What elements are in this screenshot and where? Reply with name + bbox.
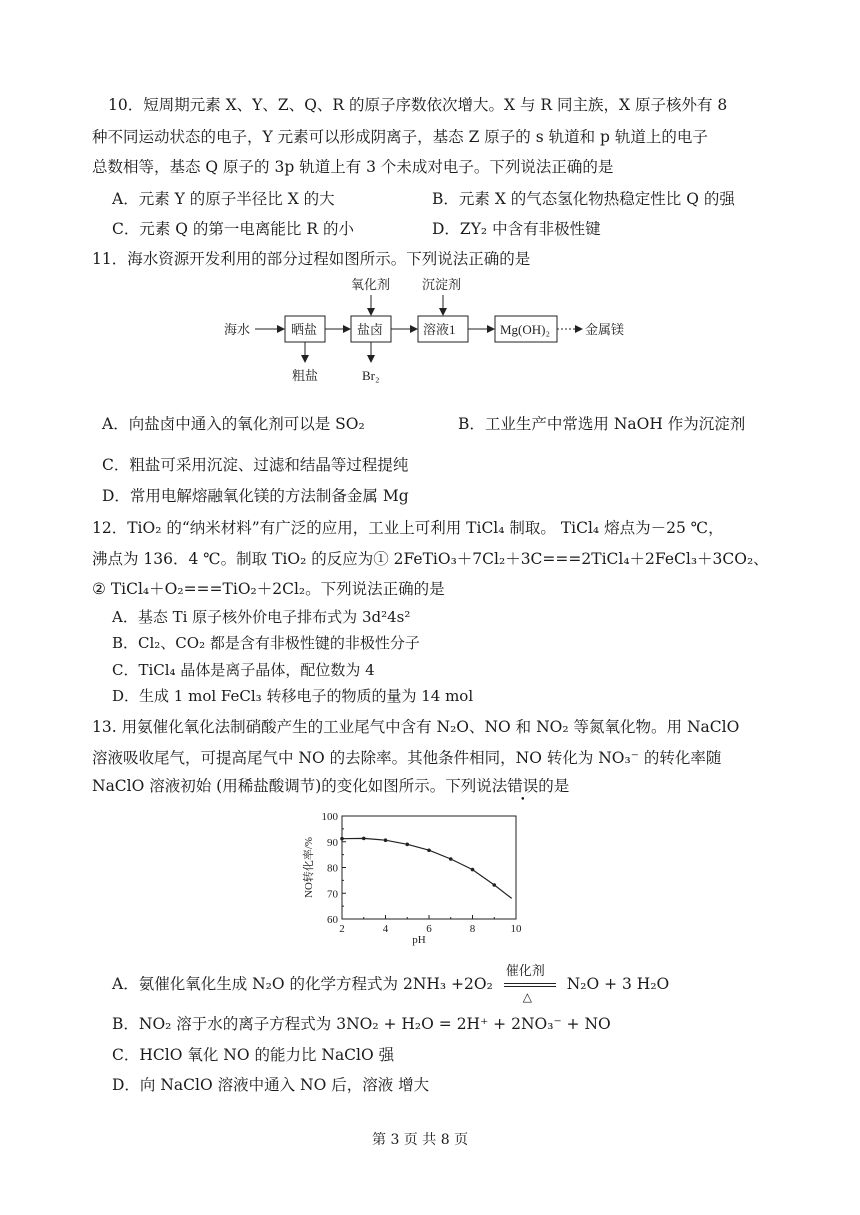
q12-stem-line-3: ② TiCl₄＋O₂===TiO₂＋2Cl₂。下列说法正确的是 — [92, 580, 445, 598]
conversion-chart — [296, 805, 536, 955]
q11-stem: 11．海水资源开发利用的部分过程如图所示。下列说法正确的是 — [92, 250, 531, 268]
box-yanlu-label: 盐卤 — [357, 322, 384, 337]
y-tick-label: 60 — [327, 914, 338, 926]
crude-salt-label: 粗盐 — [292, 368, 319, 383]
y-tick-label: 80 — [327, 862, 338, 875]
q13-option-c: C．HClO 氧化 NO 的能力比 NaClO 强 — [112, 1046, 395, 1064]
q11-option-b: B．工业生产中常选用 NaOH 作为沉淀剂 — [458, 415, 746, 433]
box-mgoh2-label: Mg(OH)₂ — [500, 322, 551, 337]
x-tick-label: 2 — [339, 923, 345, 935]
oxidant-label: 氧化剂 — [351, 277, 391, 292]
data-point — [427, 848, 431, 852]
q13-option-a-lhs: A．氨催化氧化生成 N₂O 的化学方程式为 2NH₃ +2O₂ — [112, 975, 493, 993]
q12-option-b: B．Cl₂、CO₂ 都是含有非极性键的非极性分子 — [112, 634, 420, 652]
q10-option-a: A．元素 Y 的原子半径比 X 的大 — [112, 190, 335, 208]
y-axis-label: NO转化率/% — [303, 836, 315, 899]
data-point — [449, 857, 453, 861]
flow-end-label: 金属镁 — [585, 322, 625, 337]
page-footer: 第 3 页 共 8 页 — [372, 1132, 469, 1148]
data-point — [340, 837, 344, 841]
flow-diagram — [200, 270, 660, 390]
data-point — [405, 843, 409, 847]
q13-stem-line-3-text: NaClO 溶液初始 (用稀盐酸调节)的变化如图所示。下列说法 — [92, 777, 508, 795]
data-point — [362, 837, 366, 841]
q10-stem-line-1: 10．短周期元素 X、Y、Z、Q、R 的原子序数依次增大。X 与 R 同主族，X 原子核外有 8 — [108, 96, 728, 114]
data-point — [471, 868, 475, 872]
x-tick-label: 10 — [510, 923, 522, 935]
y-tick-label: 100 — [321, 811, 338, 823]
q13-stem-line-3 — [92, 776, 569, 796]
q12-option-a: A．基态 Ti 原子核外价电子排布式为 3d²4s² — [112, 608, 411, 626]
box-shaiyan-label: 晒盐 — [291, 322, 318, 337]
x-axis-label: pH — [412, 934, 426, 946]
q12-stem-line-1: 12．TiO₂ 的“纳米材料”有广泛的应用，工业上可利用 TiCl₄ 制取。 TiCl₄ 熔点为－25 ℃， — [92, 519, 724, 537]
plot-frame — [342, 816, 516, 919]
br2-label: Br₂ — [362, 368, 380, 383]
q10-option-b: B．元素 X 的气态氢化物热稳定性比 Q 的强 — [432, 190, 735, 208]
q12-option-c: C．TiCl₄ 晶体是离子晶体，配位数为 4 — [112, 661, 375, 679]
q13-stem-tail: 的是 — [538, 777, 570, 795]
q12-option-d: D．生成 1 mol FeCl₃ 转移电子的物质的量为 14 mol — [112, 687, 474, 705]
y-tick-label: 90 — [327, 836, 338, 849]
q13-option-a — [112, 964, 670, 1004]
x-tick-label: 8 — [469, 923, 476, 935]
box-solution-1-label: 溶液1 — [423, 322, 456, 337]
q10-stem-line-2: 种不同运动状态的电子，Y 元素可以形成阴离子，基态 Z 原子的 s 轨道和 p 轨道上的电子 — [92, 128, 708, 146]
q13-option-b: B．NO₂ 溶于水的离子方程式为 3NO₂ + H₂O = 2H⁺ + 2NO₃⁻ + NO — [112, 1015, 611, 1033]
data-point — [492, 883, 496, 887]
reaction-arrow — [504, 964, 556, 1004]
q13-emphasis: 错误 — [507, 777, 539, 795]
q13-stem-line-1: 13. 用氨催化氧化法制硝酸产生的工业尾气中含有 N₂O、NO 和 NO₂ 等氮氧化物。用 NaClO — [92, 718, 740, 736]
flow-start-label: 海水 — [224, 322, 251, 337]
q10-option-c: C．元素 Q 的第一电离能比 R 的小 — [112, 220, 354, 238]
x-tick-label: 6 — [426, 923, 432, 935]
q10-option-d: D．ZY₂ 中含有非极性键 — [432, 220, 601, 238]
q11-option-d: D．常用电解熔融氧化镁的方法制备金属 Mg — [102, 487, 409, 505]
y-tick-label: 70 — [327, 888, 338, 901]
conversion-curve — [342, 838, 512, 898]
q13-stem-line-2: 溶液吸收尾气，可提高尾气中 NO 的去除率。其他条件相同，NO 转化为 NO₃⁻ 的转化率随 — [92, 749, 722, 767]
q11-option-c: C．粗盐可采用沉淀、过滤和结晶等过程提纯 — [102, 456, 409, 474]
q13-option-a-rhs: N₂O + 3 H₂O — [566, 975, 670, 993]
q10-stem-line-3: 总数相等，基态 Q 原子的 3p 轨道上有 3 个未成对电子。下列说法正确的是 — [92, 158, 614, 176]
x-tick-label: 4 — [382, 923, 389, 935]
q11-option-a: A．向盐卤中通入的氧化剂可以是 SO₂ — [102, 415, 365, 433]
catalyst-label: 催化剂 — [505, 964, 545, 979]
data-point — [384, 838, 388, 842]
precipitant-label: 沉淀剂 — [422, 277, 462, 292]
q13-option-d: D．向 NaClO 溶液中通入 NO 后，溶液 增大 — [112, 1076, 430, 1094]
q12-stem-line-2: 沸点为 136．4 ℃。制取 TiO₂ 的反应为① 2FeTiO₃＋7Cl₂＋3C===2TiCl₄＋2FeCl₃＋3CO₂、 — [92, 550, 769, 568]
heat-symbol: △ — [522, 990, 532, 1004]
